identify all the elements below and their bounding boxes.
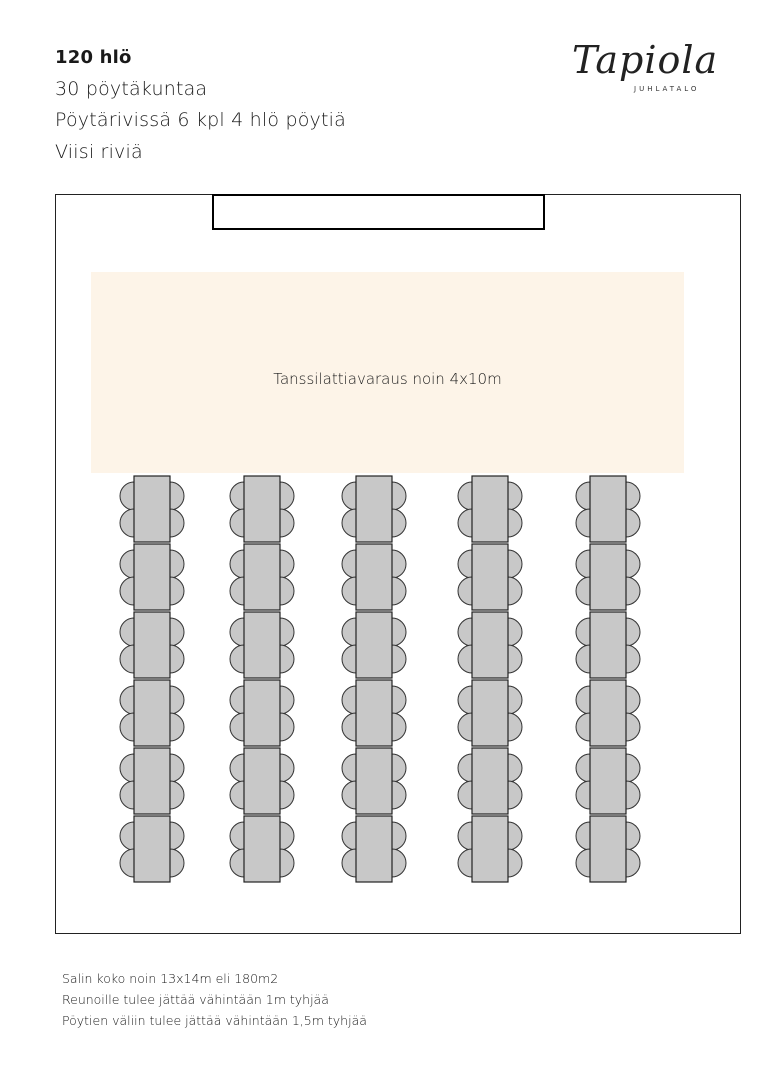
- table-top: [590, 680, 626, 746]
- seat-left-2: [120, 509, 134, 537]
- table-1-4: [120, 680, 184, 746]
- seat-right-2: [508, 645, 522, 673]
- table-1-6: [120, 816, 184, 882]
- seat-left-2: [342, 645, 356, 673]
- seat-right-2: [280, 577, 294, 605]
- table-1-5: [120, 748, 184, 814]
- seat-right-1: [626, 482, 640, 510]
- seat-right-2: [170, 713, 184, 741]
- logo-script: Tapiola: [572, 38, 719, 82]
- seat-right-1: [392, 686, 406, 714]
- seat-right-1: [280, 550, 294, 578]
- table-2-6: [230, 816, 294, 882]
- seat-left-1: [576, 754, 590, 782]
- table-3-1: [342, 476, 406, 542]
- seat-left-2: [576, 645, 590, 673]
- seat-right-1: [626, 550, 640, 578]
- table-5-3: [576, 612, 640, 678]
- seat-right-1: [626, 618, 640, 646]
- table-1-2: [120, 544, 184, 610]
- seat-right-1: [170, 686, 184, 714]
- edge-clearance-note: Reunoille tulee jättää vähintään 1m tyhjää: [62, 992, 329, 1007]
- seat-right-1: [170, 550, 184, 578]
- seat-left-2: [458, 645, 472, 673]
- seat-left-2: [576, 509, 590, 537]
- seat-right-1: [280, 754, 294, 782]
- seat-left-2: [230, 781, 244, 809]
- seat-left-1: [342, 822, 356, 850]
- row-count: Viisi riviä: [55, 140, 143, 163]
- seat-right-2: [280, 713, 294, 741]
- table-top: [590, 544, 626, 610]
- seat-left-2: [120, 713, 134, 741]
- table-top: [590, 612, 626, 678]
- table-top: [356, 612, 392, 678]
- seat-right-2: [170, 577, 184, 605]
- seat-right-1: [508, 482, 522, 510]
- table-top: [356, 748, 392, 814]
- table-top: [590, 816, 626, 882]
- seat-left-1: [342, 550, 356, 578]
- seat-right-1: [170, 618, 184, 646]
- table-top: [134, 816, 170, 882]
- seat-left-2: [230, 577, 244, 605]
- table-5-1: [576, 476, 640, 542]
- table-2-2: [230, 544, 294, 610]
- seat-left-1: [230, 822, 244, 850]
- seat-left-2: [342, 509, 356, 537]
- table-top: [472, 816, 508, 882]
- table-top: [244, 748, 280, 814]
- seat-left-1: [342, 754, 356, 782]
- seat-right-2: [280, 781, 294, 809]
- table-top: [472, 612, 508, 678]
- seat-right-1: [508, 686, 522, 714]
- table-top: [244, 816, 280, 882]
- seat-right-1: [170, 754, 184, 782]
- seat-right-1: [392, 550, 406, 578]
- seat-right-1: [626, 686, 640, 714]
- table-2-4: [230, 680, 294, 746]
- seat-right-2: [392, 645, 406, 673]
- seat-right-1: [626, 822, 640, 850]
- table-3-5: [342, 748, 406, 814]
- seat-right-1: [392, 754, 406, 782]
- seat-left-1: [576, 550, 590, 578]
- seat-right-1: [626, 754, 640, 782]
- seat-right-2: [280, 509, 294, 537]
- seat-right-1: [392, 482, 406, 510]
- seat-right-2: [392, 509, 406, 537]
- seat-left-2: [458, 781, 472, 809]
- seat-left-1: [120, 754, 134, 782]
- seat-left-2: [458, 849, 472, 877]
- table-1-3: [120, 612, 184, 678]
- seat-right-2: [170, 781, 184, 809]
- seat-left-2: [576, 577, 590, 605]
- seat-right-2: [508, 509, 522, 537]
- seat-left-1: [458, 550, 472, 578]
- seat-left-2: [120, 781, 134, 809]
- seat-right-1: [170, 482, 184, 510]
- table-top: [590, 476, 626, 542]
- seat-left-2: [120, 645, 134, 673]
- table-top: [134, 612, 170, 678]
- table-2-5: [230, 748, 294, 814]
- seat-left-2: [230, 645, 244, 673]
- table-1-1: [120, 476, 184, 542]
- seat-left-1: [230, 754, 244, 782]
- table-top: [590, 748, 626, 814]
- table-party-count: 30 pöytäkuntaa: [55, 77, 208, 100]
- table-top: [472, 748, 508, 814]
- table-top: [134, 476, 170, 542]
- table-top: [356, 816, 392, 882]
- seat-right-2: [626, 713, 640, 741]
- table-5-6: [576, 816, 640, 882]
- seat-left-1: [576, 686, 590, 714]
- table-2-3: [230, 612, 294, 678]
- seat-left-2: [576, 849, 590, 877]
- seat-right-2: [508, 713, 522, 741]
- seat-right-2: [508, 577, 522, 605]
- seat-left-2: [576, 713, 590, 741]
- seat-right-1: [508, 618, 522, 646]
- table-5-2: [576, 544, 640, 610]
- table-top: [134, 748, 170, 814]
- seat-left-1: [120, 686, 134, 714]
- seat-right-1: [392, 618, 406, 646]
- seat-left-1: [576, 618, 590, 646]
- table-top: [356, 544, 392, 610]
- seat-left-1: [230, 550, 244, 578]
- seat-left-2: [458, 713, 472, 741]
- seat-left-1: [120, 822, 134, 850]
- seat-right-2: [280, 849, 294, 877]
- tables-per-row: Pöytärivissä 6 kpl 4 hlö pöytiä: [55, 109, 346, 131]
- table-5-4: [576, 680, 640, 746]
- seat-left-1: [458, 754, 472, 782]
- table-4-6: [458, 816, 522, 882]
- table-3-2: [342, 544, 406, 610]
- table-top: [244, 612, 280, 678]
- seat-left-1: [120, 482, 134, 510]
- table-4-1: [458, 476, 522, 542]
- seat-right-2: [280, 645, 294, 673]
- seat-left-1: [230, 482, 244, 510]
- seat-left-1: [120, 618, 134, 646]
- seat-left-2: [458, 509, 472, 537]
- seat-left-1: [458, 686, 472, 714]
- seat-right-1: [280, 822, 294, 850]
- seat-left-2: [576, 781, 590, 809]
- seat-right-1: [508, 754, 522, 782]
- seat-right-2: [392, 577, 406, 605]
- table-3-6: [342, 816, 406, 882]
- seat-left-2: [342, 781, 356, 809]
- table-top: [134, 544, 170, 610]
- seat-right-2: [170, 849, 184, 877]
- table-top: [244, 476, 280, 542]
- guest-count: 120 hlö: [55, 47, 132, 68]
- table-3-4: [342, 680, 406, 746]
- seat-left-1: [230, 618, 244, 646]
- seat-left-1: [342, 618, 356, 646]
- table-top: [244, 680, 280, 746]
- hall-size-note: Salin koko noin 13x14m eli 180m2: [62, 971, 279, 986]
- seat-right-2: [626, 509, 640, 537]
- seat-right-2: [392, 713, 406, 741]
- table-top: [472, 544, 508, 610]
- seat-left-2: [458, 577, 472, 605]
- table-4-2: [458, 544, 522, 610]
- seat-right-2: [392, 781, 406, 809]
- seat-left-1: [342, 482, 356, 510]
- logo-subtitle: JUHLATALO: [634, 85, 700, 93]
- seat-right-1: [170, 822, 184, 850]
- seat-right-2: [626, 577, 640, 605]
- seat-right-1: [280, 618, 294, 646]
- seat-left-2: [120, 849, 134, 877]
- seat-left-2: [342, 577, 356, 605]
- seat-right-2: [626, 781, 640, 809]
- table-4-4: [458, 680, 522, 746]
- dance-floor-label: Tanssilattiavaraus noin 4x10m: [273, 370, 502, 388]
- seat-right-1: [280, 482, 294, 510]
- seat-left-1: [458, 822, 472, 850]
- footer-notes: [62, 968, 367, 1031]
- table-top: [356, 476, 392, 542]
- seat-right-1: [508, 550, 522, 578]
- seat-left-2: [120, 577, 134, 605]
- seat-right-2: [626, 849, 640, 877]
- seat-right-1: [392, 822, 406, 850]
- seat-left-1: [120, 550, 134, 578]
- seat-left-1: [576, 482, 590, 510]
- seat-right-2: [508, 781, 522, 809]
- seat-right-2: [626, 645, 640, 673]
- seat-left-2: [230, 849, 244, 877]
- table-top: [472, 476, 508, 542]
- seat-right-2: [170, 645, 184, 673]
- seat-left-1: [458, 482, 472, 510]
- seat-left-1: [458, 618, 472, 646]
- table-top: [472, 680, 508, 746]
- table-2-1: [230, 476, 294, 542]
- seat-left-1: [342, 686, 356, 714]
- seat-left-1: [230, 686, 244, 714]
- table-4-3: [458, 612, 522, 678]
- table-4-5: [458, 748, 522, 814]
- seat-left-2: [230, 509, 244, 537]
- seat-right-1: [280, 686, 294, 714]
- seat-right-2: [392, 849, 406, 877]
- table-top: [134, 680, 170, 746]
- seat-right-2: [170, 509, 184, 537]
- seat-left-2: [342, 713, 356, 741]
- seat-right-1: [508, 822, 522, 850]
- seat-right-2: [508, 849, 522, 877]
- table-gap-note: Pöytien väliin tulee jättää vähintään 1,5m tyhjää: [62, 1013, 367, 1028]
- table-5-5: [576, 748, 640, 814]
- table-3-3: [342, 612, 406, 678]
- seat-left-2: [230, 713, 244, 741]
- seat-left-2: [342, 849, 356, 877]
- table-top: [244, 544, 280, 610]
- seat-left-1: [576, 822, 590, 850]
- table-top: [356, 680, 392, 746]
